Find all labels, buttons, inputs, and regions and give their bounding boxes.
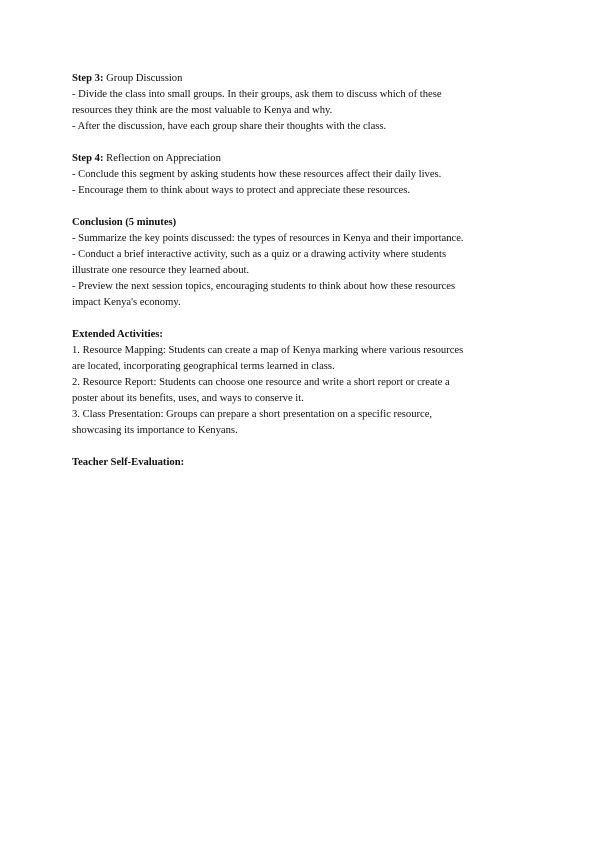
step-4-line: - Encourage them to think about ways to protect and appreciate these resources.: [72, 185, 410, 196]
step-4-label: Step 4:: [72, 153, 104, 164]
step-3-title: Group Discussion: [103, 73, 183, 84]
extended-activities-line: showcasing its importance to Kenyans.: [72, 425, 238, 436]
extended-activities-section: [72, 327, 522, 439]
conclusion-line: - Summarize the key points discussed: the types of resources in Kenya and their importance.: [72, 233, 464, 244]
extended-activities-line: are located, incorporating geographical terms learned in class.: [72, 361, 335, 372]
step-4-line: - Conclude this segment by asking students how these resources affect their daily lives.: [72, 169, 442, 180]
extended-activities-line: 3. Class Presentation: Groups can prepare a short presentation on a specific resource,: [72, 409, 433, 420]
document-page: [72, 71, 522, 487]
conclusion-line: impact Kenya's economy.: [72, 297, 181, 308]
conclusion-heading: Conclusion (5 minutes): [72, 217, 177, 228]
extended-activities-heading: Extended Activities:: [72, 329, 163, 340]
extended-activities-line: 1. Resource Mapping: Students can create a map of Kenya marking where various resources: [72, 345, 464, 356]
step-3-heading: [72, 71, 522, 87]
extended-activities-line: 2. Resource Report: Students can choose one resource and write a short report or create a: [72, 377, 450, 388]
conclusion-section: [72, 215, 522, 311]
step-3-label: Step 3:: [72, 73, 104, 84]
step-4-section: [72, 151, 522, 199]
teacher-self-evaluation-section: [72, 455, 522, 471]
conclusion-line: - Preview the next session topics, encouraging students to think about how these resources: [72, 281, 456, 292]
step-4-title: Reflection on Appreciation: [103, 153, 221, 164]
step-3-line: - After the discussion, have each group share their thoughts with the class.: [72, 121, 387, 132]
step-4-heading: [72, 151, 522, 167]
conclusion-line: illustrate one resource they learned about.: [72, 265, 250, 276]
extended-activities-line: poster about its benefits, uses, and ways to conserve it.: [72, 393, 304, 404]
step-3-line: resources they think are the most valuable to Kenya and why.: [72, 105, 333, 116]
conclusion-line: - Conduct a brief interactive activity, such as a quiz or a drawing activity where students: [72, 249, 447, 260]
step-3-line: - Divide the class into small groups. In their groups, ask them to discuss which of these: [72, 89, 442, 100]
step-3-section: [72, 71, 522, 135]
teacher-self-evaluation-heading: Teacher Self-Evaluation:: [72, 457, 185, 468]
